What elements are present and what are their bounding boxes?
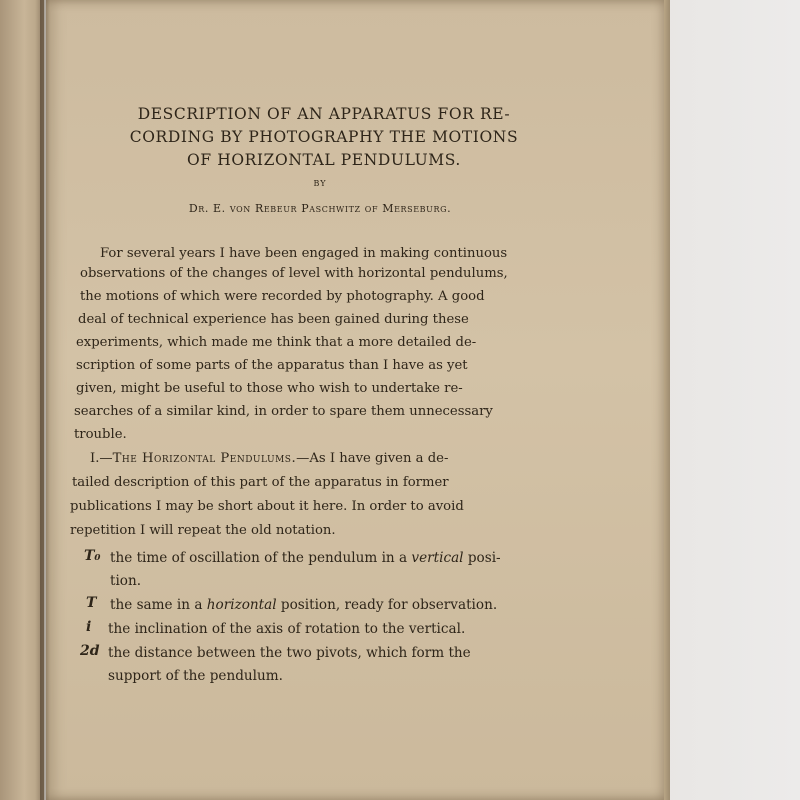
intro-line: For several years I have been engaged in making continuous (100, 246, 508, 261)
definition-symbol: 2d (80, 643, 100, 659)
intro-line: given, might be useful to those who wish to undertake re- (76, 381, 463, 396)
gutter-shadow (40, 0, 50, 800)
definition-emphasis: horizontal (206, 597, 277, 613)
definition-symbol: T (86, 595, 97, 611)
section-heading: The Horizontal Pendulums. (112, 451, 297, 466)
definition-symbol: T₀ (84, 548, 101, 564)
section-1-first-line-text: —As I have given a de- (296, 451, 449, 466)
byline: BY (313, 179, 327, 188)
definition-text-post: posi- (463, 550, 501, 566)
page-right-edge (664, 0, 670, 800)
intro-line: trouble. (74, 427, 127, 442)
intro-line: experiments, which made me think that a more detailed de- (76, 335, 477, 350)
definition-text-post: position, ready for observation. (276, 597, 498, 613)
article-title-line-1: DESCRIPTION OF AN APPARATUS FOR RE- (137, 105, 511, 123)
author: Dr. E. von Rebeur Paschwitz of Merseburg. (188, 202, 452, 215)
facing-page-edge (0, 0, 44, 800)
intro-line: deal of technical experience has been gained during these (78, 312, 469, 327)
intro-line: searches of a similar kind, in order to spare them unnecessary (74, 404, 493, 419)
section-1-line: tailed description of this part of the apparatus in former (72, 475, 449, 490)
section-number: I.— (90, 451, 113, 466)
article-title-line-3: OF HORIZONTAL PENDULUMS. (187, 151, 461, 169)
definition-text-pre: the time of oscillation of the pendulum in a (110, 550, 412, 566)
definition-text: the distance between the two pivots, which form the (108, 645, 471, 661)
definition-text-pre: the same in a (110, 597, 207, 613)
definition-emphasis: vertical (411, 550, 464, 566)
section-1-line: publications I may be short about it here. In order to avoid (70, 499, 464, 514)
section-1-line: repetition I will repeat the old notation. (70, 523, 336, 538)
intro-line: scription of some parts of the apparatus than I have as yet (76, 358, 468, 373)
intro-line: the motions of which were recorded by photography. A good (80, 289, 485, 304)
intro-line: observations of the changes of level with horizontal pendulums, (80, 266, 508, 281)
section-1-first-line (90, 449, 448, 469)
definition-continuation: tion. (110, 573, 142, 589)
definition-continuation: support of the pendulum. (108, 668, 283, 684)
article-title-line-2: CORDING BY PHOTOGRAPHY THE MOTIONS (129, 128, 519, 146)
definition-text: the inclination of the axis of rotation to the vertical. (108, 621, 466, 637)
definition-text (110, 595, 497, 615)
definition-symbol: i (86, 619, 92, 635)
definition-text (110, 548, 501, 568)
